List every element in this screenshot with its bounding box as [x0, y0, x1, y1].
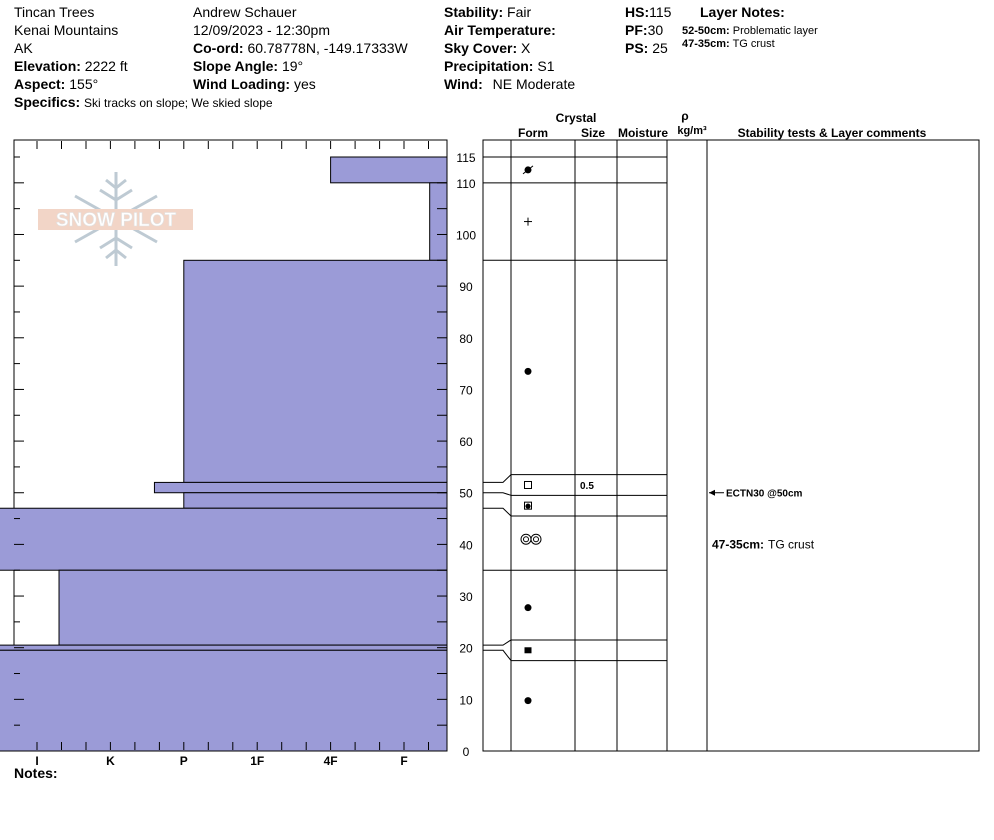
layer-note-1-text: Problematic layer	[732, 25, 818, 37]
hardness-tick-label-4F: 4F	[323, 754, 338, 768]
hardness-bar-7	[0, 645, 447, 650]
stability-value: Fair	[507, 4, 532, 20]
hardness-tick-label-K: K	[106, 754, 115, 768]
slope-value: 19°	[281, 58, 304, 74]
height-tick-label-20: 20	[459, 641, 473, 656]
height-tick-label-70: 70	[459, 383, 473, 398]
grain-rounded-icon	[525, 604, 532, 611]
ps	[625, 40, 668, 56]
height-tick-label-60: 60	[459, 435, 473, 450]
height-tick-label-30: 30	[459, 590, 473, 605]
precip-value: S1	[537, 58, 555, 74]
snowpilot-logo	[38, 172, 193, 266]
wind-loading-value: yes	[293, 76, 316, 92]
grain-rounded-icon	[525, 368, 532, 375]
hardness-tick-label-I: I	[35, 754, 39, 768]
range: Kenai Mountains	[14, 22, 119, 38]
layer-connector-3	[483, 475, 511, 483]
layer-comment-range: 47-35cm:	[712, 537, 765, 552]
grain-precip-particle-dot-icon	[523, 166, 533, 174]
grain-faceted-icon	[525, 481, 532, 488]
height-tick-label-10: 10	[459, 693, 473, 708]
grain-mixed-faceted-rounded-icon	[525, 502, 532, 509]
datetime: 12/09/2023 - 12:30pm	[193, 22, 330, 38]
layer-notes-title: Layer Notes:	[700, 4, 785, 20]
elevation	[14, 58, 128, 74]
rho-header: ρ	[681, 109, 689, 123]
pf-value: 30	[647, 22, 664, 38]
wind-value: NE Moderate	[492, 76, 576, 92]
coord-value: 60.78778N, -149.17333W	[247, 40, 408, 56]
column-headers	[518, 109, 927, 140]
layer-note-1-range: 52-50cm:	[682, 25, 730, 37]
elevation-value: 2222 ft	[84, 58, 128, 74]
wind	[444, 76, 575, 92]
aspect	[14, 76, 98, 92]
height-tick-label-0: 0	[462, 745, 470, 759]
hardness-bar-2	[184, 260, 447, 482]
state: AK	[14, 40, 33, 56]
hs-value: 115	[649, 4, 672, 20]
stability-test-label: ECTN30 @50cm	[726, 488, 803, 500]
pf-label: PF:	[625, 22, 648, 38]
aspect-value: 155°	[69, 76, 99, 92]
sky-value: X	[521, 40, 531, 56]
observer: Andrew Schauer	[193, 4, 297, 20]
layer-connector-8	[483, 650, 511, 660]
precipitation	[444, 58, 555, 74]
form-header: Form	[518, 126, 548, 140]
hardness-tick-label-1F: 1F	[250, 754, 265, 768]
hardness-bar-3	[154, 482, 447, 492]
sky-label: Sky Cover:	[444, 40, 518, 56]
wind-loading-label: Wind Loading:	[193, 76, 291, 92]
comments-header: Stability tests & Layer comments	[737, 126, 927, 140]
hardness-bar-5	[0, 508, 447, 570]
height-tick-label-90: 90	[459, 280, 473, 295]
hardness-tick-label-P: P	[179, 754, 188, 768]
size-header: Size	[580, 126, 606, 140]
crystal-header: Crystal	[555, 111, 597, 125]
density-header: kg/m³	[677, 125, 707, 137]
stability	[444, 4, 531, 20]
hardness-bar-4	[184, 493, 447, 508]
hardness-bar-0	[331, 157, 447, 183]
layer-note-2-range: 47-35cm:	[682, 38, 730, 50]
height-tick-label-100: 100	[455, 228, 477, 243]
layer-grid-frame	[483, 140, 979, 751]
air-temp	[444, 22, 556, 38]
grain-rounded-icon	[525, 697, 532, 704]
air-temp-label: Air Temperature:	[444, 22, 556, 38]
height-tick-label-50: 50	[459, 486, 473, 501]
coord	[193, 40, 409, 56]
ps-label: PS:	[625, 40, 649, 56]
hardness-bar-1	[430, 183, 447, 260]
grain-symbols	[521, 166, 541, 704]
grain-new-snow-icon	[524, 218, 532, 226]
layer-grid	[483, 140, 979, 751]
height-tick-label-40: 40	[459, 538, 473, 553]
slope-label: Slope Angle:	[193, 58, 279, 74]
wind-label: Wind:	[444, 76, 483, 92]
layer-note-2-text: TG crust	[732, 38, 775, 50]
height-tick-label-80: 80	[459, 331, 473, 346]
wind-loading	[193, 76, 316, 92]
grain-size-value: 0.5	[580, 480, 594, 492]
hs-label: HS:	[625, 4, 650, 20]
layer-connector-4	[483, 493, 511, 496]
precip-label: Precipitation:	[444, 58, 534, 74]
grain-melt-freeze-icon	[521, 534, 541, 544]
hardness-bars	[0, 157, 447, 751]
layer-comment-text: TG crust	[768, 537, 815, 552]
notes-label: Notes:	[14, 765, 58, 781]
hs	[625, 4, 672, 20]
hardness-bar-6	[59, 570, 447, 645]
layer-note-2	[682, 38, 775, 50]
location: Tincan Trees	[14, 4, 95, 20]
specifics-label: Specifics:	[14, 94, 81, 110]
hardness-tick-label-F: F	[400, 754, 408, 768]
aspect-label: Aspect:	[14, 76, 66, 92]
header	[14, 4, 818, 110]
specifics	[14, 94, 273, 110]
layer-note-1	[682, 25, 818, 37]
slope-angle	[193, 58, 303, 74]
grain-crust-icon	[525, 647, 532, 653]
layer-connector-7	[483, 640, 511, 645]
test-arrow-head-icon	[709, 490, 715, 496]
ps-value: 25	[652, 40, 668, 56]
height-tick-label-115: 115	[456, 151, 476, 165]
layer-connector-5	[483, 508, 511, 516]
stability-label: Stability:	[444, 4, 504, 20]
logo-text: SNOW PILOT	[55, 210, 177, 231]
pf	[625, 22, 663, 38]
sky-cover	[444, 40, 531, 56]
height-tick-label-110: 110	[456, 176, 476, 191]
moisture-header: Moisture	[617, 126, 669, 140]
elevation-label: Elevation:	[14, 58, 81, 74]
hardness-bar-8	[0, 650, 447, 751]
coord-label: Co-ord:	[193, 40, 244, 56]
layer-comment	[712, 537, 815, 551]
specifics-value: Ski tracks on slope; We skied slope	[84, 96, 273, 110]
